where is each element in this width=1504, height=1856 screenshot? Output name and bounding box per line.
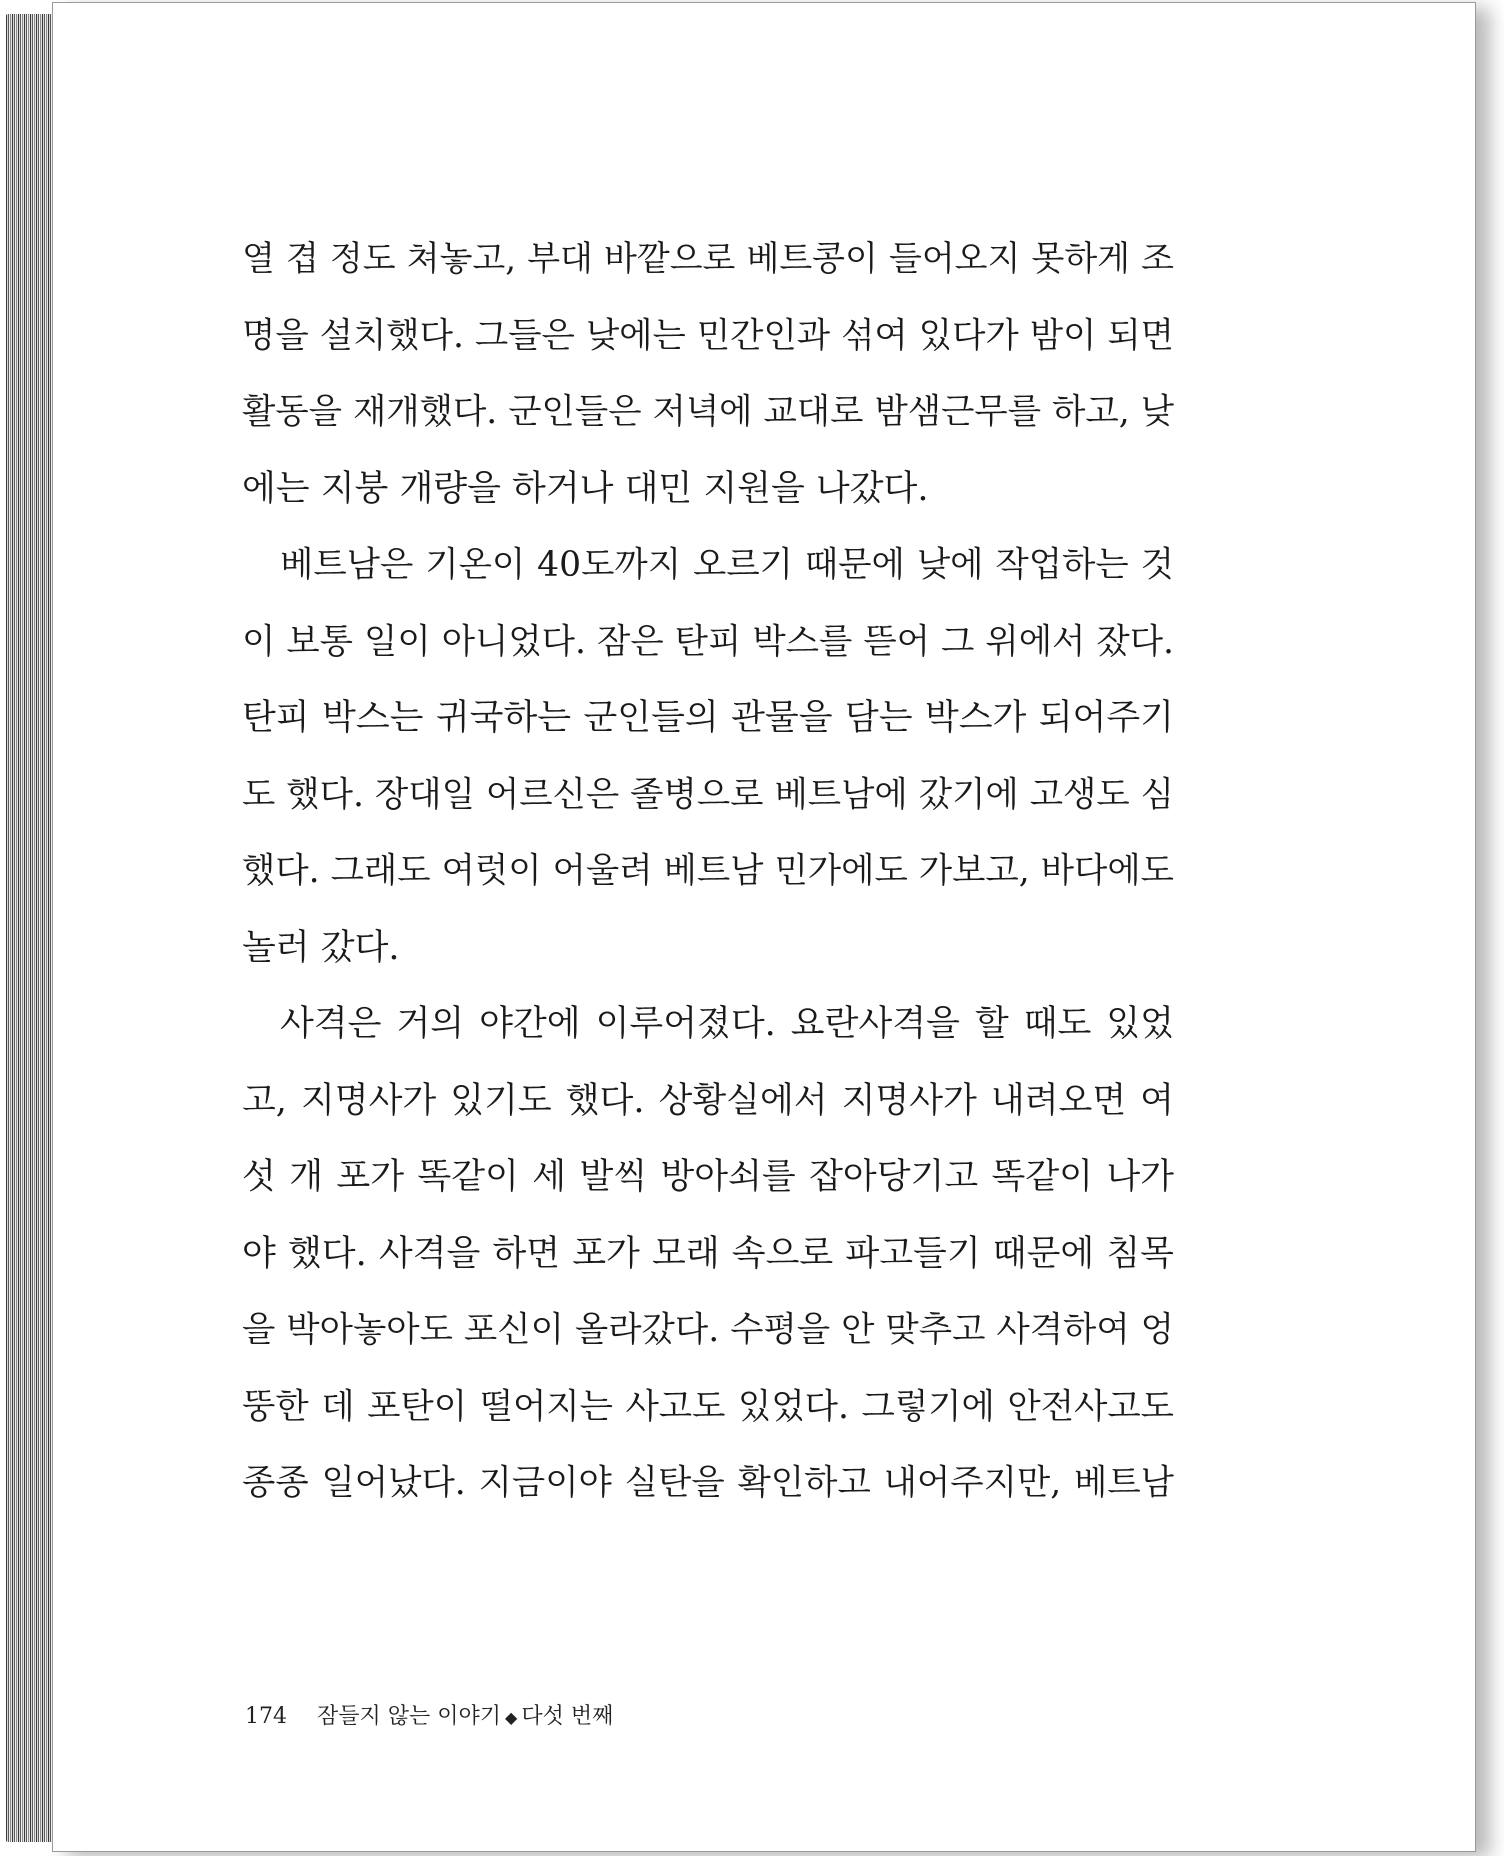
diamond-separator-icon: ◆ bbox=[505, 1708, 518, 1727]
text-line: 야 했다. 사격을 하면 포가 모래 속으로 파고들기 때문에 침목 bbox=[242, 1233, 1174, 1274]
page-edges bbox=[6, 14, 58, 1842]
text-line: 명을 설치했다. 그들은 낮에는 민간인과 섞여 있다가 밤이 되면 bbox=[242, 315, 1174, 356]
text-line: 섯 개 포가 똑같이 세 발씩 방아쇠를 잡아당기고 똑같이 나가 bbox=[242, 1157, 1174, 1197]
text-line: 탄피 박스는 귀국하는 군인들의 관물을 담는 박스가 되어주기 bbox=[242, 698, 1174, 738]
body-text bbox=[242, 221, 1174, 1522]
text-line: 뚱한 데 포탄이 떨어지는 사고도 있었다. 그렇기에 안전사고도 bbox=[242, 1386, 1174, 1427]
text-line: 베트남은 기온이 40도까지 오르기 때문에 낮에 작업하는 것 bbox=[280, 545, 1174, 585]
text-line: 활동을 재개했다. 군인들은 저녁에 교대로 밤샘근무를 하고, 낮 bbox=[242, 392, 1174, 432]
text-line: 에는 지붕 개량을 하거나 대민 지원을 나갔다. bbox=[242, 468, 929, 509]
text-line: 고, 지명사가 있기도 했다. 상황실에서 지명사가 내려오면 여 bbox=[242, 1080, 1174, 1121]
text-line: 놀러 갔다. bbox=[242, 927, 400, 968]
text-line: 사격은 거의 야간에 이루어졌다. 요란사격을 할 때도 있었 bbox=[280, 1004, 1174, 1044]
text-line: 열 겹 정도 쳐놓고, 부대 바깥으로 베트콩이 들어오지 못하게 조 bbox=[242, 239, 1174, 279]
book-page bbox=[52, 2, 1476, 1852]
text-line: 했다. 그래도 여럿이 어울려 베트남 민가에도 가보고, 바다에도 bbox=[242, 851, 1174, 891]
text-line: 도 했다. 장대일 어르신은 졸병으로 베트남에 갔기에 고생도 심 bbox=[242, 774, 1174, 815]
text-line: 종종 일어났다. 지금이야 실탄을 확인하고 내어주지만, 베트남 bbox=[242, 1463, 1174, 1503]
text-line: 을 박아놓아도 포신이 올라갔다. 수평을 안 맞추고 사격하여 엉 bbox=[242, 1310, 1174, 1350]
text-line: 이 보통 일이 아니었다. 잠은 탄피 박스를 뜯어 그 위에서 잤다. bbox=[242, 621, 1174, 662]
book-title: 잠들지 않는 이야기 bbox=[317, 1704, 502, 1729]
page-number: 174 bbox=[245, 1704, 287, 1729]
section-label: 다섯 번째 bbox=[521, 1704, 614, 1729]
page-footer bbox=[245, 1699, 613, 1730]
